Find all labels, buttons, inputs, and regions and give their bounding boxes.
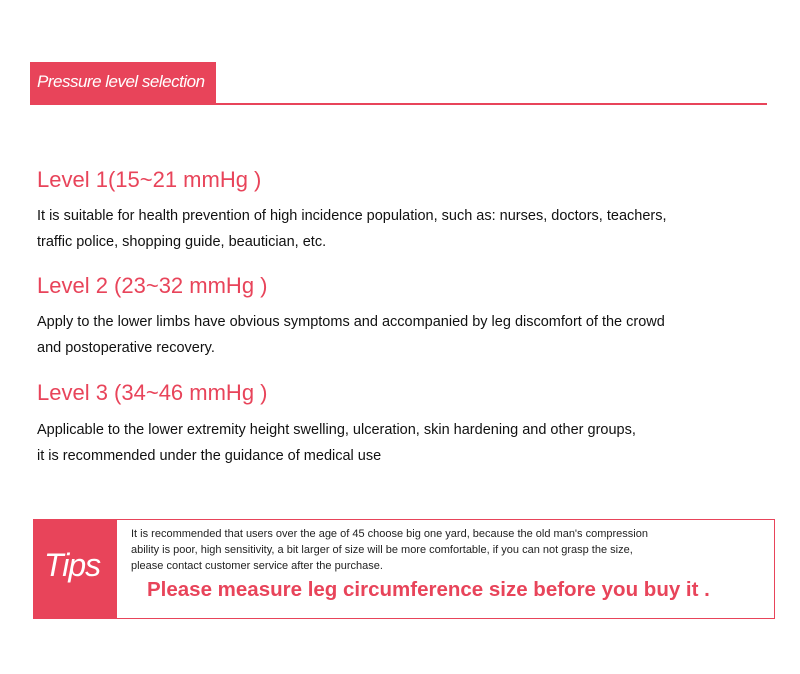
section-header-title: Pressure level selection	[37, 72, 205, 91]
section-header-divider	[30, 103, 767, 105]
tips-line-2: ability is poor, high sensitivity, a bit larger of size will be more comfortable, if you can not grasp the size,	[131, 544, 633, 556]
level-1-line-2: traffic police, shopping guide, beautician, etc.	[37, 234, 327, 250]
level-1-description	[37, 203, 797, 255]
level-3-line-1: Applicable to the lower extremity height swelling, ulceration, skin hardening and other groups,	[37, 422, 636, 438]
level-2-description	[37, 309, 797, 361]
level-2-line-1: Apply to the lower limbs have obvious symptoms and accompanied by leg discomfort of the crowd	[37, 314, 665, 330]
tips-text	[131, 526, 771, 574]
tips-line-3: please contact customer service after the purchase.	[131, 560, 383, 572]
tips-line-1: It is recommended that users over the age of 45 choose big one yard, because the old man's compression	[131, 528, 648, 540]
level-3-description	[37, 417, 797, 469]
level-1-title: Level 1(15~21 mmHg )	[37, 167, 262, 192]
tips-label: Tips	[44, 547, 101, 583]
level-1-line-1: It is suitable for health prevention of high incidence population, such as: nurses, doctors, teachers,	[37, 208, 667, 224]
level-3-line-2: it is recommended under the guidance of medical use	[37, 448, 382, 464]
level-2-title: Level 2 (23~32 mmHg )	[37, 273, 268, 298]
level-2-line-2: and postoperative recovery.	[37, 340, 215, 356]
level-3-title: Level 3 (34~46 mmHg )	[37, 380, 268, 405]
tips-emphasis: Please measure leg circumference size before you buy it .	[147, 578, 710, 601]
